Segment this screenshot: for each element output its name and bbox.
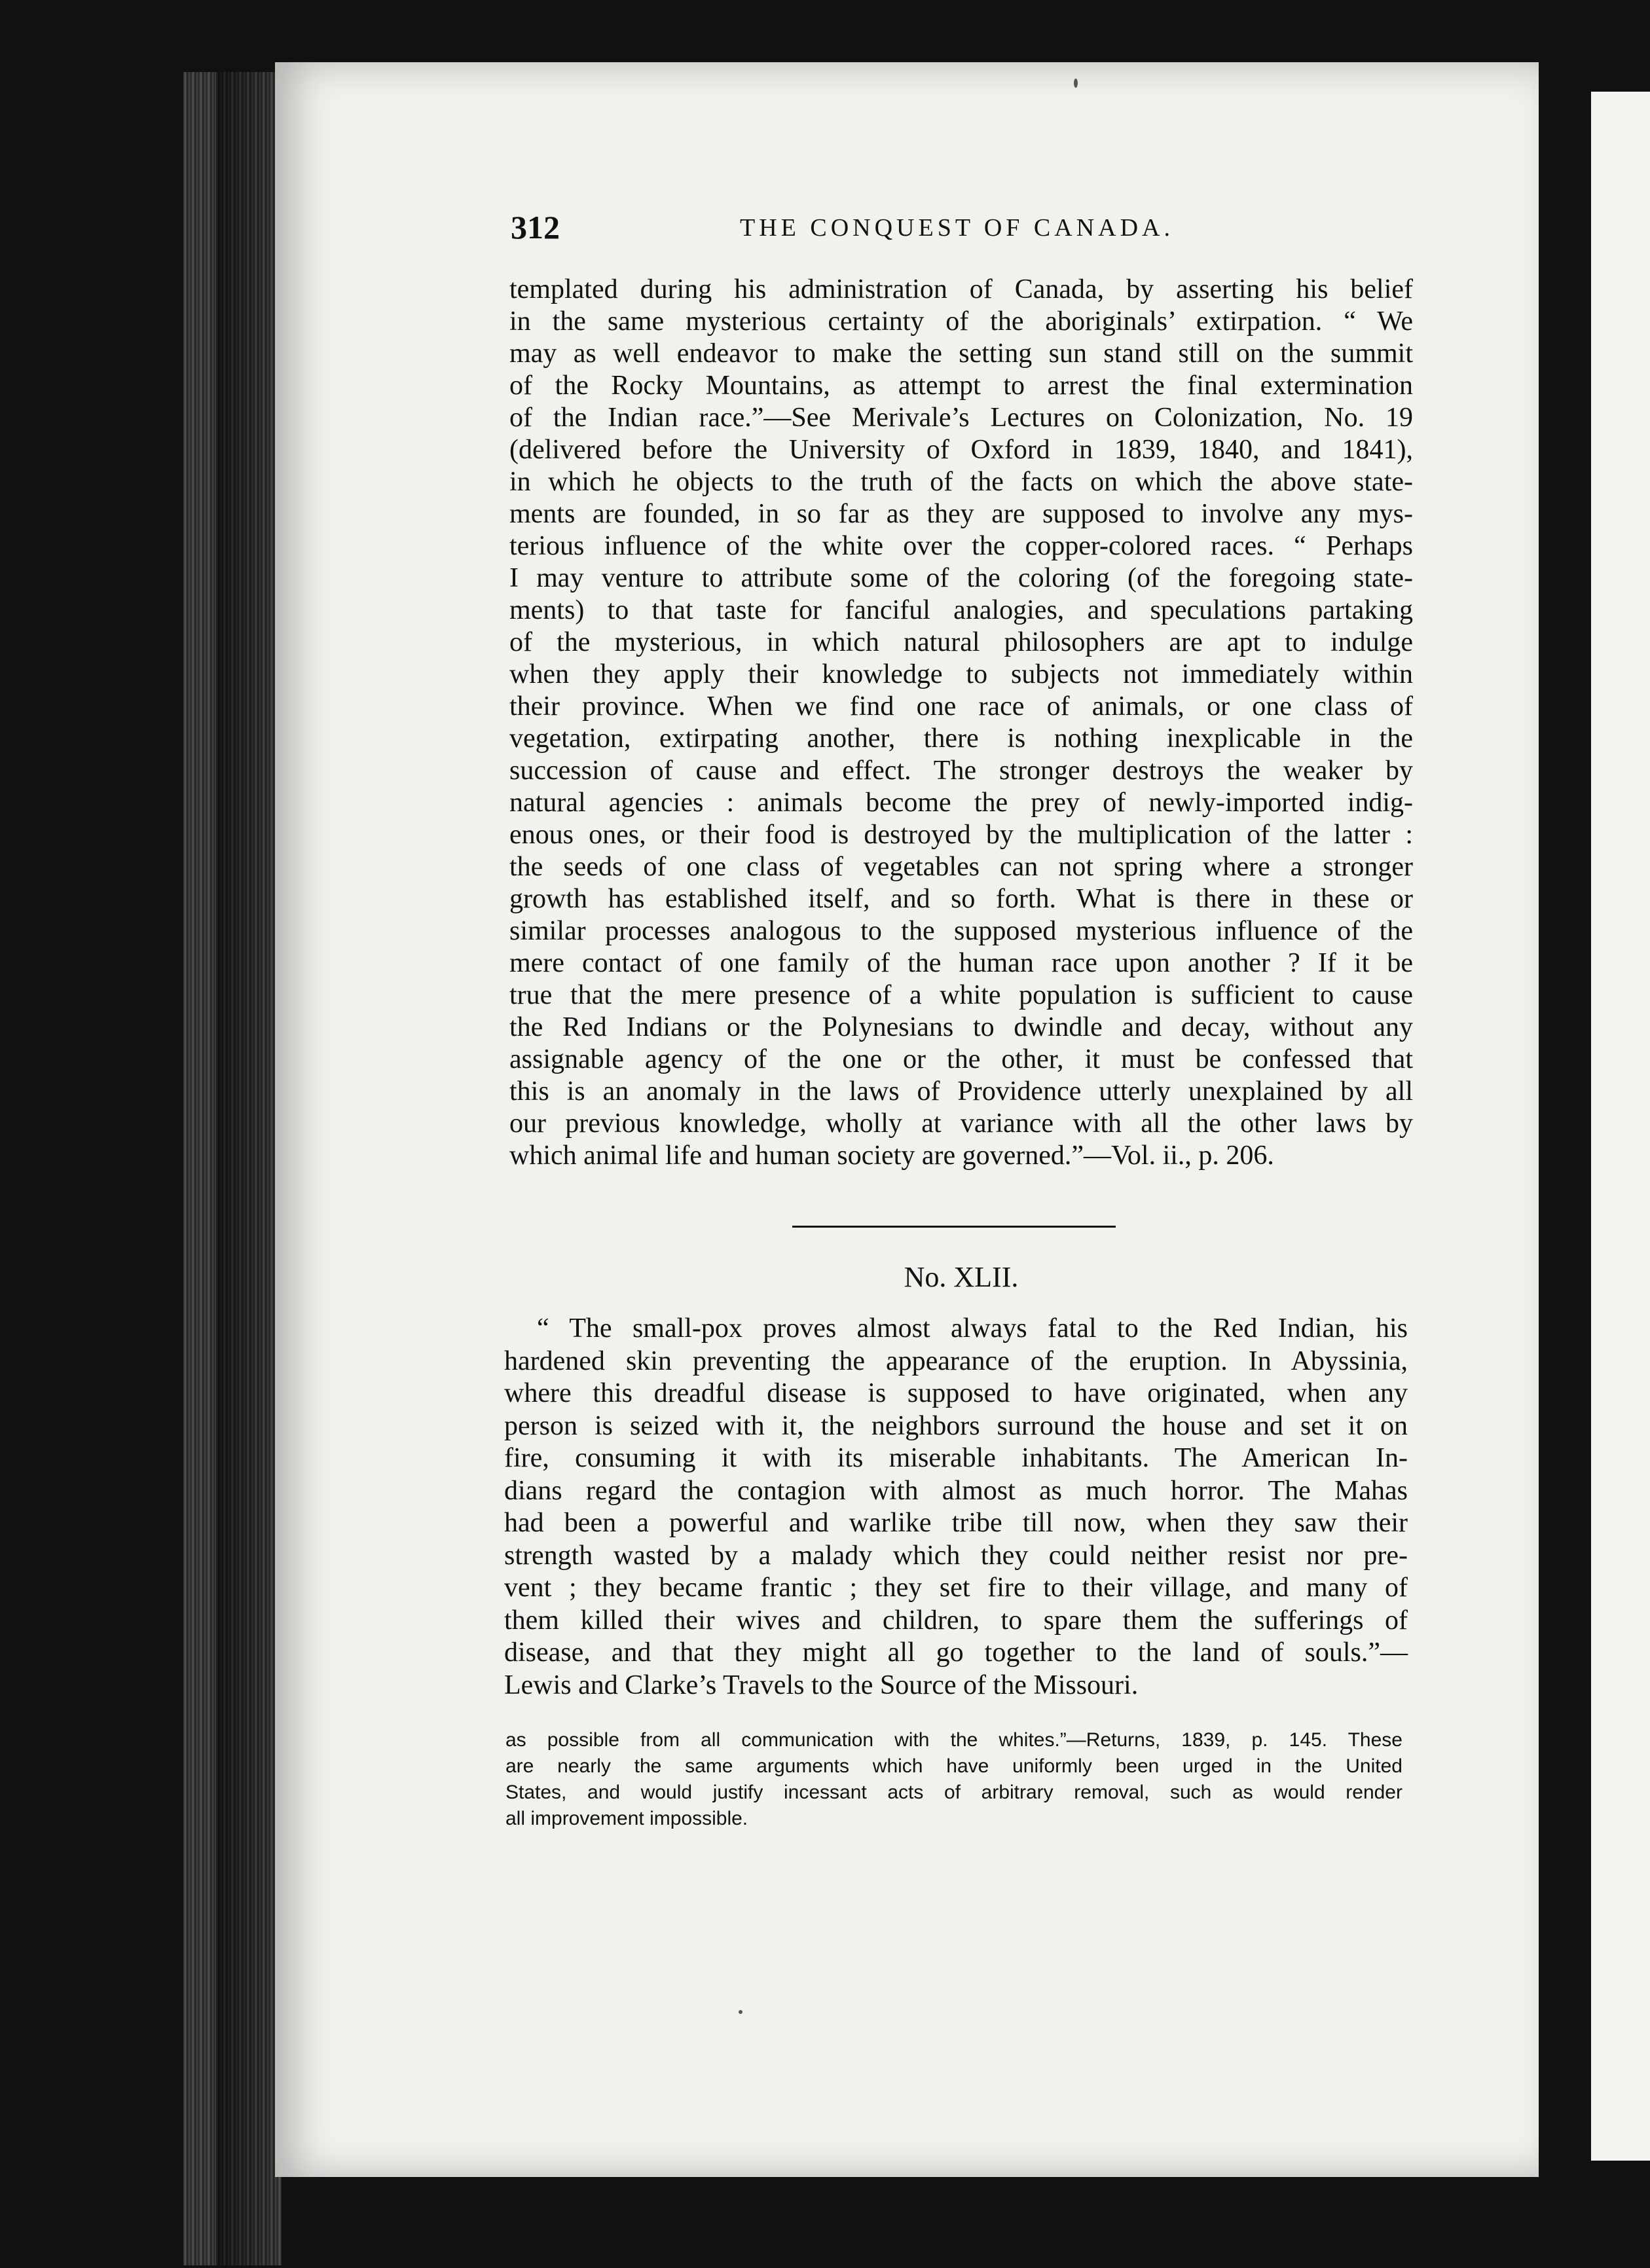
footnote-line: as possible from all communication with the whites.”—Returns, 1839, p. 145. These bbox=[505, 1729, 1402, 1751]
text-line: their province. When we find one race of animals, or one class of bbox=[509, 691, 1413, 722]
text-line: had been a powerful and warlike tribe till now, when they saw their bbox=[504, 1508, 1408, 1538]
footnote-line: all improvement impossible. bbox=[505, 1808, 748, 1829]
page-number: 312 bbox=[511, 209, 560, 246]
text-line: strength wasted by a malady which they could neither resist nor pre- bbox=[504, 1540, 1408, 1571]
text-line: of the Rocky Mountains, as attempt to arrest the final extermination bbox=[509, 371, 1413, 401]
text-line: succession of cause and effect. The stronger destroys the weaker by bbox=[509, 756, 1413, 786]
text-line: terious influence of the white over the copper-colored races. “ Perhaps bbox=[509, 531, 1413, 561]
text-line: vegetation, extirpating another, there is nothing inexplicable in the bbox=[509, 723, 1413, 754]
text-line: ments are founded, in so far as they are supposed to involve any mys- bbox=[509, 499, 1413, 529]
continued-note-text bbox=[509, 274, 1413, 1172]
footnote-line: States, and would justify incessant acts of arbitrary removal, such as would render bbox=[505, 1782, 1402, 1803]
text-line: this is an anomaly in the laws of Providence utterly unexplained by all bbox=[509, 1076, 1413, 1107]
text-line: when they apply their knowledge to subjects not immediately within bbox=[509, 659, 1413, 689]
text-line: in which he objects to the truth of the facts on which the above state- bbox=[509, 467, 1413, 497]
text-line: person is seized with it, the neighbors surround the house and set it on bbox=[504, 1410, 1408, 1441]
text-line: similar processes analogous to the supposed mysterious influence of the bbox=[509, 916, 1413, 946]
footnote-line: are nearly the same arguments which have uniformly been urged in the United bbox=[505, 1755, 1402, 1777]
text-line: vent ; they became frantic ; they set fire to their village, and many of bbox=[504, 1573, 1408, 1603]
text-line: fire, consuming it with its miserable inhabitants. The American In- bbox=[504, 1443, 1408, 1473]
text-line: (delivered before the University of Oxford in 1839, 1840, and 1841), bbox=[509, 435, 1413, 465]
page-speck bbox=[1074, 79, 1078, 88]
text-line: natural agencies : animals become the prey of newly-imported indig- bbox=[509, 788, 1413, 818]
facing-page-edge bbox=[1591, 92, 1650, 2161]
text-line: enous ones, or their food is destroyed by the multiplication of the latter : bbox=[509, 820, 1413, 850]
text-line: may as well endeavor to make the setting sun stand still on the summit bbox=[509, 338, 1413, 369]
text-line: “ The small-pox proves almost always fatal to the Red Indian, his bbox=[537, 1313, 1408, 1344]
text-line: templated during his administration of Canada, by asserting his belief bbox=[509, 274, 1413, 304]
text-line: Lewis and Clarke’s Travels to the Source of the Missouri. bbox=[504, 1670, 1139, 1700]
text-line: true that the mere presence of a white population is sufficient to cause bbox=[509, 980, 1413, 1010]
text-line: growth has established itself, and so forth. What is there in these or bbox=[509, 884, 1413, 914]
text-line: of the Indian race.”—See Merivale’s Lectures on Colonization, No. 19 bbox=[509, 403, 1413, 433]
section-title: No. XLII. bbox=[904, 1261, 1019, 1293]
footnote bbox=[505, 1727, 1402, 1832]
text-line: our previous knowledge, wholly at variance with all the other laws by bbox=[509, 1108, 1413, 1139]
section-divider bbox=[792, 1226, 1116, 1228]
text-line: mere contact of one family of the human race upon another ? If it be bbox=[509, 948, 1413, 978]
text-line: ments) to that taste for fanciful analogies, and speculations partaking bbox=[509, 595, 1413, 625]
spine-shadow bbox=[216, 72, 282, 2265]
text-line: assignable agency of the one or the other, it must be confessed that bbox=[509, 1044, 1413, 1074]
text-line: them killed their wives and children, to spare them the sufferings of bbox=[504, 1605, 1408, 1636]
text-line: dians regard the contagion with almost as much horror. The Mahas bbox=[504, 1475, 1408, 1506]
text-line: disease, and that they might all go together to the land of souls.”— bbox=[504, 1637, 1408, 1668]
text-line: I may venture to attribute some of the coloring (of the foregoing state- bbox=[509, 563, 1413, 593]
text-line: of the mysterious, in which natural philosophers are apt to indulge bbox=[509, 627, 1413, 657]
running-head: THE CONQUEST OF CANADA. bbox=[740, 214, 1174, 242]
text-line: the seeds of one class of vegetables can not spring where a stronger bbox=[509, 852, 1413, 882]
text-line: which animal life and human society are governed.”—Vol. ii., p. 206. bbox=[509, 1141, 1274, 1171]
page-speck bbox=[739, 2010, 742, 2014]
text-line: hardened skin preventing the appearance of the eruption. In Abyssinia, bbox=[504, 1345, 1408, 1376]
page-header bbox=[511, 208, 1414, 247]
text-line: in the same mysterious certainty of the aboriginals’ extirpation. “ We bbox=[509, 306, 1413, 337]
text-line: where this dreadful disease is supposed to have originated, when any bbox=[504, 1378, 1408, 1408]
text-line: the Red Indians or the Polynesians to dwindle and decay, without any bbox=[509, 1012, 1413, 1042]
section-quote-text bbox=[504, 1313, 1408, 1702]
